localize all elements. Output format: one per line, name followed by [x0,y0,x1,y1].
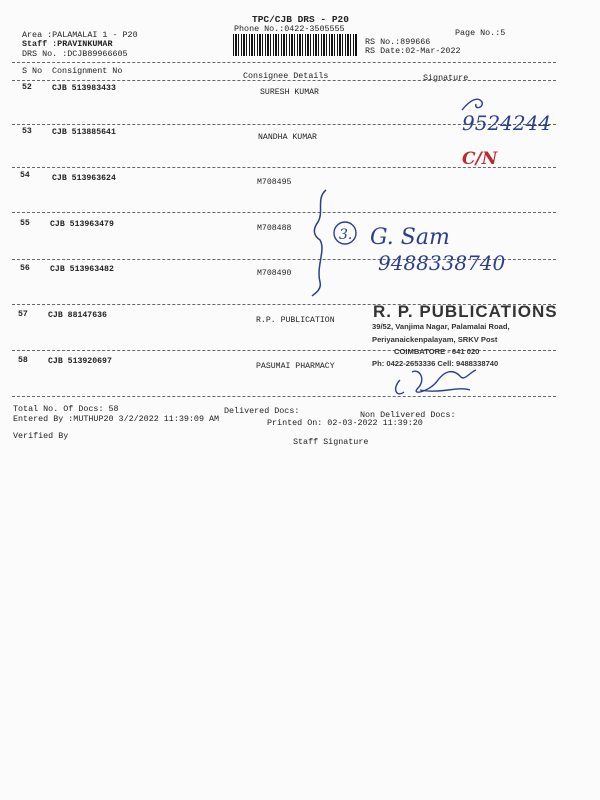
staff-signature-label: Staff Signature [293,437,369,447]
row-consignment: CJB 88147636 [48,311,107,320]
entered-by: Entered By :MUTHUP20 3/2/2022 11:39:09 AM [13,414,220,424]
row-consignee: M708495 [257,178,292,187]
column-header-signature: Signature [423,73,469,83]
staff-label: Staff :PRAVINKUMAR [22,39,113,49]
row-consignment: CJB 513963482 [50,265,114,274]
handwritten-signature [396,370,476,394]
phone-number: Phone No.:0422-3505555 [234,24,345,34]
row-sno: 55 [20,219,30,228]
handwritten-number-row52: 9524244 [462,111,552,135]
row-sno: 57 [18,310,28,319]
row-sno: 54 [20,171,30,180]
verified-by-label: Verified By [13,431,69,441]
column-header-consignee: Consignee Details [243,71,329,81]
rs-date: RS Date:02-Mar-2022 [365,46,461,56]
row-sno: 53 [22,127,32,136]
delivered-docs: Delivered Docs: [224,406,300,416]
row-consignee: M708490 [257,269,292,278]
stamp-company-name: R. P. PUBLICATIONS [373,302,558,321]
handwritten-receiver-name: G. Sam [370,225,450,250]
row-consignee: R.P. PUBLICATION [256,316,335,325]
row-consignee: M708488 [257,224,292,233]
handwritten-circled-number: 3. [339,227,353,243]
non-delivered-docs: Non Delivered Docs: [360,410,456,420]
row-consignment: CJB 513920697 [48,357,112,366]
row-consignee: SURESH KUMAR [260,88,319,97]
column-header-sno: S No [22,66,43,76]
column-header-consignment: Consignment No [52,66,123,76]
document-title: TPC/CJB DRS - P20 [252,14,349,25]
row-consignment: CJB 513963479 [50,220,114,229]
rs-number: RS No.:899666 [365,37,431,47]
stamp-phone-line: Ph: 0422-2653336 Cell: 9488338740 [372,359,499,368]
row-consignee: PASUMAI PHARMACY [256,362,335,371]
row-sno: 58 [18,356,28,365]
stamp-address-line1: 39/52, Vanjima Nagar, Palamalai Road, [372,322,510,331]
stamp-address-line2: Periyanaickenpalayam, SRKV Post [372,335,498,344]
row-consignment: CJB 513963624 [52,174,116,183]
row-sno: 52 [22,83,32,92]
handwritten-receiver-phone: 9488338740 [378,251,506,275]
row-consignee: NANDHA KUMAR [258,133,317,142]
area-label: Area :PALAMALAI 1 - P20 [22,30,138,40]
stamp-address-line3: COIMBATORE - 641 020 [394,347,480,356]
row-consignment: CJB 513885641 [52,128,116,137]
handwritten-brace [312,190,326,296]
handwritten-tick-mark [462,99,482,110]
total-docs: Total No. Of Docs: 58 [13,404,119,414]
handwritten-cn-mark: C/N [462,149,498,169]
page-number: Page No.:5 [455,28,506,38]
printed-on: Printed On: 02-03-2022 11:39:20 [267,418,423,428]
row-consignment: CJB 513983433 [52,84,116,93]
row-sno: 56 [20,264,30,273]
drs-number: DRS No. :DCJB89966605 [22,49,128,59]
